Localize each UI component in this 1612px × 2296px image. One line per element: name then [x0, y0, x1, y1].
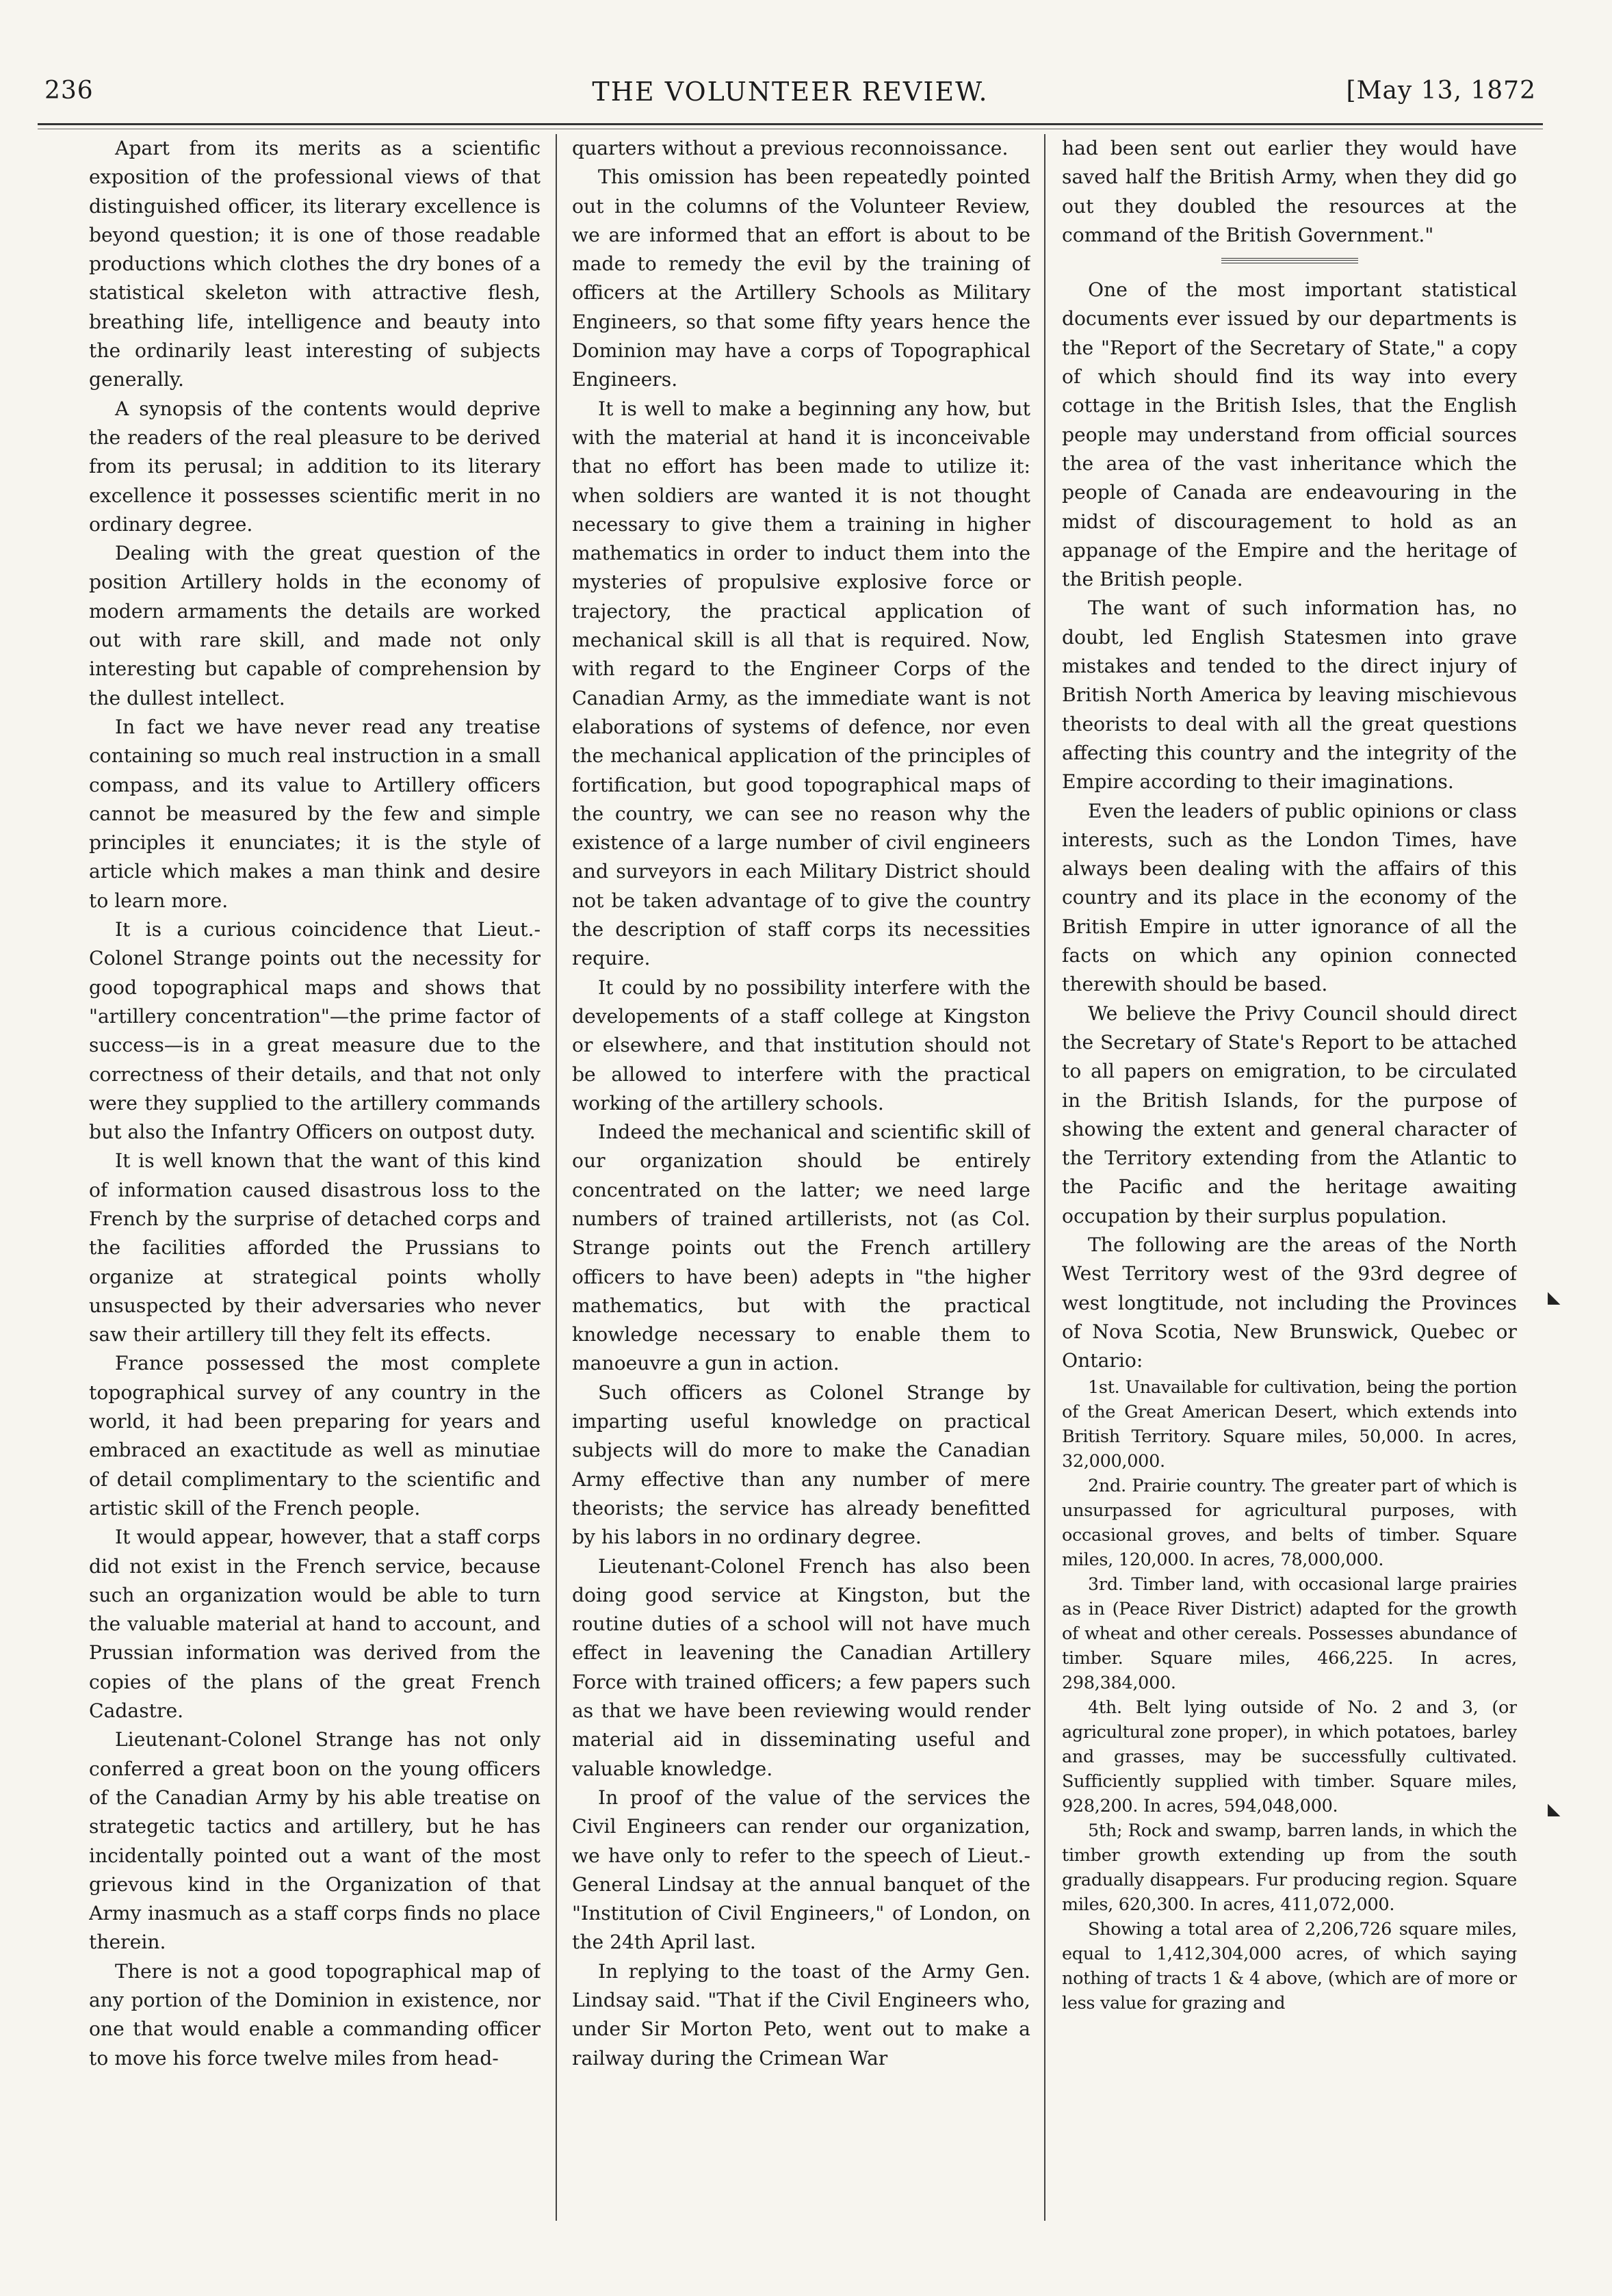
paragraph: It would appear, however, that a staff corps did not exist in the French service, because such an organization would be able to turn the valuable material at hand to account, and Prussian information was derived from the copies of the plans of the great French Cadastre.	[89, 1526, 541, 1723]
paragraph: It is well known that the want of this kind of information caused disastrous loss to the French by the surprise of detached corps and the facilities afforded the Prussians to organize at strategical points wholly unsuspected by their adversaries who never saw their artillery till they felt its effects.	[89, 1149, 541, 1346]
paragraph: In fact we have never read any treatise containing so much real instruction in a small compass, and its value to Artillery officers cannot be measured by the few and simple principles it enunciates; it is the style of article which makes a man think and desire to learn more.	[89, 715, 541, 912]
column-1	[89, 134, 541, 2228]
paragraph: The following are the areas of the North West Territory west of the 93rd degree of west longtitude, not including the Provinces of Nova Scotia, New Brunswick, Quebec or Ontario:	[1062, 1233, 1517, 1372]
list-item: 1st. Unavailable for cultivation, being the portion of the Great American Desert, which extends into British Territory. Square miles, 50,000. In acres, 32,000,000.	[1062, 1377, 1517, 1472]
list-item: Showing a total area of 2,206,726 square miles, equal to 1,412,304,000 acres, of which saying nothing of tracts 1 & 4 above, (which are of more or less value for grazing and	[1062, 1919, 1517, 2014]
page-header	[38, 77, 1543, 125]
page-number: 236	[44, 77, 94, 105]
list-item: 5th; Rock and swamp, barren lands, in which the timber growth extending up from the south gradually disappears. Fur producing region. Square miles, 620,300. In acres, 411,072,000.	[1062, 1821, 1517, 1916]
paragraph: This omission has been repeatedly pointed out in the columns of the Volunteer Review, we are informed that an effort is about to be made to remedy the evil by the training of officers at the Artillery Schools as Military Engineers, so that some fifty years hence the Dominion may have a corps of Topographical Engineers.	[572, 166, 1030, 391]
margin-pointer-icon: ◣	[1548, 1799, 1561, 1818]
paragraph: It could by no possibility interfere with the developements of a staff college at Kingston or elsewhere, and that institution should not be allowed to interfere with the practical working of the artillery schools.	[572, 976, 1030, 1114]
list-item: 3rd. Timber land, with occasional large prairies as in (Peace River District) adapted for the growth of wheat and other cereals. Possesses abundance of timber. Square miles, 466,225. In acres, 298,384,000.	[1062, 1574, 1517, 1694]
paragraph: We believe the Privy Council should direct the Secretary of State's Report to be attached to all papers on emigration, to be circulated in the British Islands, for the purpose of showing the extent and general character of the Territory extending from the Atlantic to the Pacific and the heritage awaiting occupation by their surplus population.	[1062, 1002, 1517, 1227]
paragraph: It is well to make a beginning any how, but with the material at hand it is inconceivable that no effort has been made to utilize it: when soldiers are wanted it is not thought necessary to give them a training in higher mathematics in order to induct them into the mysteries of propulsive explosive force or trajectory, the practical application of mechanical skill is all that is required. Now, with regard to the Engineer Corps of the Canadian Army, as the immediate want is not elaborations of systems of defence, nor even the mechanical application of the principles of fortification, but good topographical maps of the country, we can see no reason why the existence of a large number of civil engineers and surveyors in each Military District should not be taken advantage of to give the country the description of staff corps its necessities require.	[572, 397, 1030, 970]
column-2	[572, 134, 1030, 2228]
paragraph: Even the leaders of public opinions or class interests, such as the London Times, have always been dealing with the affairs of this country and its place in the economy of the British Empire in utter ignorance of all the facts on which any opinion connected therewith should be based.	[1062, 799, 1517, 996]
paragraph: In proof of the value of the services the Civil Engineers can render our organization, we have only to refer to the speech of Lieut.-General Lindsay at the annual banquet of the "Institution of Civil Engineers," of London, on the 24th April last.	[572, 1786, 1030, 1954]
paragraph: In replying to the toast of the Army Gen. Lindsay said. "That if the Civil Engineers who, under Sir Morton Peto, went out to make a railway during the Crimean War	[572, 1959, 1030, 2070]
paragraph: Dealing with the great question of the position Artillery holds in the economy of modern armaments the details are worked out with rare skill, and made not only interesting but capable of comprehension by the dullest intellect.	[89, 542, 541, 709]
paragraph: Lieutenant-Colonel French has also been doing good service at Kingston, but the routine duties of a school will not have much effect in leavening the Canadian Artillery Force with trained officers; a few papers such as that we have been reviewing would render material aid in disseminating useful and valuable knowledge.	[572, 1554, 1030, 1780]
paragraph: One of the most important statistical documents ever issued by our departments is the "Report of the Secretary of State," a copy of which should find its way into every cottage in the British Isles, that the English people may understand from official sources the area of the vast inheritance which the people of Canada are endeavouring in the midst of discouragement to hold as an appanage of the Empire and the heritage of the British people.	[1062, 278, 1517, 591]
paragraph: quarters without a previous reconnoissance.	[572, 137, 1009, 159]
column-divider	[1044, 134, 1045, 2221]
territory-area-list	[1062, 1375, 1517, 2015]
list-item: 2nd. Prairie country. The greater part of which is unsurpassed for agricultural purposes, with occasional groves, and belts of timber. Square miles, 120,000. In acres, 78,000,000.	[1062, 1476, 1517, 1571]
paragraph: There is not a good topographical map of any portion of the Dominion in existence, nor one that would enable a commanding officer to move his force twelve miles from head-	[89, 1959, 541, 2070]
paragraph: Such officers as Colonel Strange by imparting useful knowledge on practical subjects will do more to make the Canadian Army effective than any number of mere theorists; the service has already benefitted by his labors in no ordinary degree.	[572, 1381, 1030, 1549]
paragraph: Lieutenant-Colonel Strange has not only conferred a great boon on the young officers of the Canadian Army by his able treatise on strategetic tactics and artillery, but he has incidentally pointed out a want of the most grievous kind in the Organization of that Army inasmuch as a staff corps finds no place therein.	[89, 1728, 541, 1954]
header-rule	[38, 123, 1543, 125]
column-divider	[556, 134, 557, 2221]
paragraph: It is a curious coincidence that Lieut.-Colonel Strange points out the necessity for good topographical maps and shows that "artillery concentration"—the prime factor of success—is in a great measure due to the correctness of their details, and that not only were they supplied to the artillery commands but also the Infantry Officers on outpost duty.	[89, 918, 541, 1144]
list-item: 4th. Belt lying outside of No. 2 and 3, (or agricultural zone proper), in which potatoes, barley and grasses, may be successfully cultivated. Sufficiently supplied with timber. Square miles, 928,200. In acres, 594,048,000.	[1062, 1697, 1517, 1817]
paragraph: The want of such information has, no doubt, led English Statesmen into grave mistakes and tended to the direct injury of British North America by leaving mischievous theorists to deal with all the great questions affecting this country and the integrity of the Empire according to their imaginations.	[1062, 597, 1517, 794]
section-rule	[1221, 258, 1358, 263]
paragraph: Apart from its merits as a scientific exposition of the professional views of that distinguished officer, its literary excellence is beyond question; it is one of those readable productions which clothes the dry bones of a statistical skeleton with attractive flesh, breathing life, intelligence and beauty into the ordinarily least interesting of subjects generally.	[89, 137, 541, 391]
margin-pointer-icon: ◣	[1548, 1288, 1561, 1307]
paragraph: A synopsis of the contents would deprive the readers of the real pleasure to be derived from its perusal; in addition to its literary excellence it possesses scientific merit in no ordinary degree.	[89, 397, 541, 536]
paragraph: France possessed the most complete topographical survey of any country in the world, it had been preparing for years and embraced an exactitude as well as minutiae of detail complimentary to the scientific and artistic skill of the French people.	[89, 1352, 541, 1519]
masthead-title: THE VOLUNTEER REVIEW.	[592, 77, 989, 107]
column-3	[1062, 134, 1517, 2228]
issue-date: [May 13, 1872	[1346, 77, 1536, 105]
paragraph: had been sent out earlier they would have saved half the British Army, when they did go out they doubled the resources at the command of the British Government."	[1062, 137, 1517, 246]
paragraph: Indeed the mechanical and scientific skill of our organization should be entirely concentrated on the latter; we need large numbers of trained artillerists, not (as Col. Strange points out the French artillery officers to have been) adepts in "the higher mathematics, but with the practical knowledge necessary to enable them to manoeuvre a gun in action.	[572, 1121, 1030, 1375]
